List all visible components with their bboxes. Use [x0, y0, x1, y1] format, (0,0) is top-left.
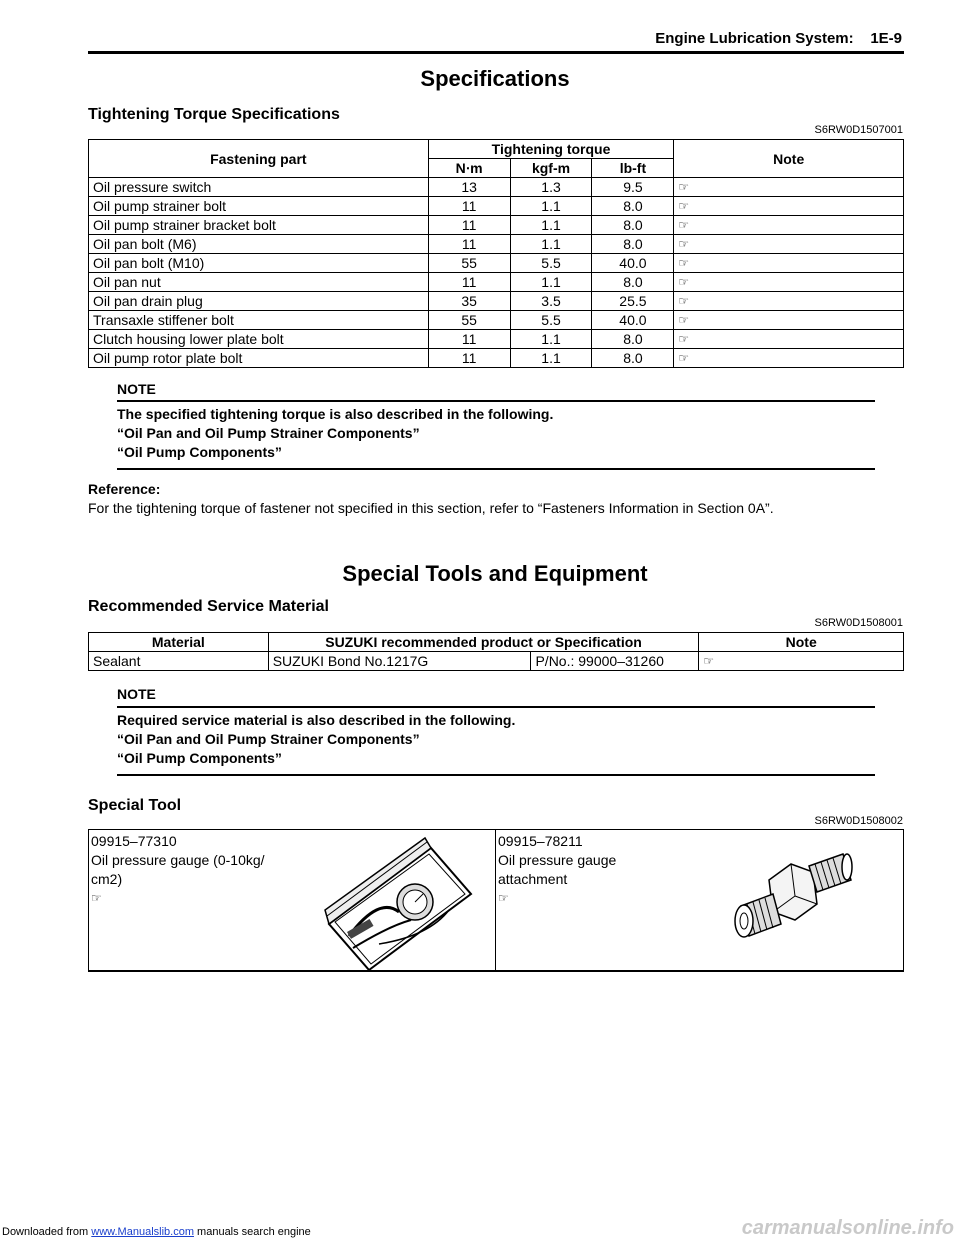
header-title: Engine Lubrication System: [655, 30, 854, 47]
fastening-part: Oil pump rotor plate bolt [89, 349, 429, 368]
tool-2-name-cont: attachment [498, 871, 568, 887]
col-product: SUZUKI recommended product or Specification [268, 633, 699, 652]
note2-title: NOTE [117, 686, 156, 702]
col-material-note: Note [699, 633, 904, 652]
torque-lbft: 40.0 [592, 254, 674, 273]
note2-line: “Oil Pump Components” [117, 750, 282, 766]
reference-text: For the tightening torque of fastener not specified in this section, refer to “Fasteners Information in Section 0A”. [88, 500, 774, 516]
tool-2-number: 09915–78211 [498, 833, 583, 849]
torque-row [89, 292, 904, 311]
note1-line: “Oil Pump Components” [117, 444, 282, 460]
fastening-part: Transaxle stiffener bolt [89, 311, 429, 330]
torque-code: S6RW0D1507001 [814, 124, 903, 136]
fastening-part: Oil pan nut [89, 273, 429, 292]
note1-line: “Oil Pan and Oil Pump Strainer Components” [117, 425, 420, 441]
col-fastening-part: Fastening part [89, 140, 429, 178]
tool-2-name: Oil pressure gauge [498, 852, 617, 868]
note-ref: ☞ [674, 311, 904, 330]
header-rule [88, 51, 904, 54]
tool-1-name-cont: cm2) [91, 871, 123, 887]
unit-lbft: lb-ft [592, 159, 674, 178]
torque-kgfm: 5.5 [510, 311, 592, 330]
torque-row [89, 273, 904, 292]
fastening-part: Oil pump strainer bolt [89, 197, 429, 216]
fastening-part: Oil pan bolt (M10) [89, 254, 429, 273]
special-tool-box [88, 829, 904, 972]
torque-kgfm: 1.1 [510, 273, 592, 292]
torque-lbft: 8.0 [592, 273, 674, 292]
torque-row [89, 349, 904, 368]
note1-title: NOTE [117, 381, 156, 397]
note2-line: Required service material is also described in the following. [117, 712, 516, 728]
note1-body [117, 405, 553, 462]
note-ref: ☞ [674, 178, 904, 197]
tool-1-ref: ☞ [91, 891, 102, 905]
torque-lbft: 8.0 [592, 349, 674, 368]
note2-body [117, 711, 515, 768]
torque-lbft: 8.0 [592, 235, 674, 254]
note-ref: ☞ [674, 330, 904, 349]
special-tool-code: S6RW0D1508002 [814, 815, 903, 827]
tool-1-name: Oil pressure gauge (0-10kg/ [91, 852, 265, 868]
torque-kgfm: 1.1 [510, 235, 592, 254]
unit-kgfm: kgf-m [510, 159, 592, 178]
material-name: Sealant [89, 652, 269, 671]
torque-kgfm: 3.5 [510, 292, 592, 311]
special-tools-heading: Special Tools and Equipment [342, 561, 648, 586]
note-ref: ☞ [674, 197, 904, 216]
note-ref: ☞ [674, 216, 904, 235]
footer-suffix: manuals search engine [197, 1226, 311, 1238]
oil-pressure-gauge-illustration [319, 836, 489, 970]
torque-nm: 35 [428, 292, 510, 311]
col-note: Note [674, 140, 904, 178]
fastening-part: Oil pan bolt (M6) [89, 235, 429, 254]
note1-line: The specified tightening torque is also described in the following. [117, 406, 554, 422]
note1-bottom-rule [117, 468, 875, 470]
torque-lbft: 25.5 [592, 292, 674, 311]
torque-row [89, 254, 904, 273]
note-ref: ☞ [674, 349, 904, 368]
torque-lbft: 8.0 [592, 216, 674, 235]
note-ref: ☞ [674, 273, 904, 292]
torque-row [89, 330, 904, 349]
footer-link[interactable]: www.Manualslib.com [91, 1226, 194, 1238]
note2-bottom-rule [117, 774, 875, 776]
watermark: carmanualsonline.info [741, 1217, 954, 1239]
torque-nm: 11 [428, 330, 510, 349]
tool-2 [498, 832, 698, 908]
torque-row [89, 178, 904, 197]
torque-nm: 55 [428, 254, 510, 273]
torque-nm: 11 [428, 197, 510, 216]
tool-divider [495, 830, 496, 970]
note-ref: ☞ [674, 292, 904, 311]
torque-kgfm: 1.3 [510, 178, 592, 197]
col-tightening-torque: Tightening torque [428, 140, 674, 159]
tool-1 [91, 832, 311, 908]
torque-kgfm: 1.1 [510, 349, 592, 368]
material-part-number: P/No.: 99000–31260 [531, 652, 699, 671]
torque-nm: 11 [428, 235, 510, 254]
torque-nm: 55 [428, 311, 510, 330]
torque-kgfm: 5.5 [510, 254, 592, 273]
torque-nm: 11 [428, 273, 510, 292]
unit-nm: N⋅m [428, 159, 510, 178]
material-code: S6RW0D1508001 [814, 617, 903, 629]
torque-lbft: 8.0 [592, 197, 674, 216]
tool-1-number: 09915–77310 [91, 833, 177, 849]
material-product: SUZUKI Bond No.1217G [268, 652, 531, 671]
gauge-attachment-illustration [729, 850, 859, 945]
note2-top-rule [117, 706, 875, 708]
tool-2-ref: ☞ [498, 891, 509, 905]
torque-nm: 11 [428, 349, 510, 368]
note1-top-rule [117, 400, 875, 402]
col-material: Material [89, 633, 269, 652]
material-row [89, 652, 904, 671]
footer [2, 1226, 311, 1238]
material-heading: Recommended Service Material [88, 598, 329, 615]
torque-kgfm: 1.1 [510, 330, 592, 349]
torque-nm: 11 [428, 216, 510, 235]
torque-row [89, 235, 904, 254]
torque-lbft: 9.5 [592, 178, 674, 197]
special-tool-heading: Special Tool [88, 797, 182, 814]
fastening-part: Oil pump strainer bracket bolt [89, 216, 429, 235]
note-ref: ☞ [674, 254, 904, 273]
footer-prefix: Downloaded from [2, 1226, 89, 1238]
torque-heading: Tightening Torque Specifications [88, 106, 340, 123]
fastening-part: Clutch housing lower plate bolt [89, 330, 429, 349]
fastening-part: Oil pan drain plug [89, 292, 429, 311]
torque-nm: 13 [428, 178, 510, 197]
torque-kgfm: 1.1 [510, 197, 592, 216]
torque-lbft: 8.0 [592, 330, 674, 349]
torque-row [89, 216, 904, 235]
reference-label: Reference: [88, 481, 161, 497]
note-ref: ☞ [674, 235, 904, 254]
note2-line: “Oil Pan and Oil Pump Strainer Components” [117, 731, 420, 747]
fastening-part: Oil pressure switch [89, 178, 429, 197]
material-table [88, 632, 904, 671]
torque-lbft: 40.0 [592, 311, 674, 330]
specifications-heading: Specifications [420, 66, 570, 91]
torque-table [88, 139, 904, 368]
material-note-ref: ☞ [699, 652, 904, 671]
torque-kgfm: 1.1 [510, 216, 592, 235]
torque-row [89, 311, 904, 330]
torque-row [89, 197, 904, 216]
reference [88, 480, 774, 518]
page-number: 1E-9 [870, 30, 902, 47]
page-header [655, 30, 902, 47]
